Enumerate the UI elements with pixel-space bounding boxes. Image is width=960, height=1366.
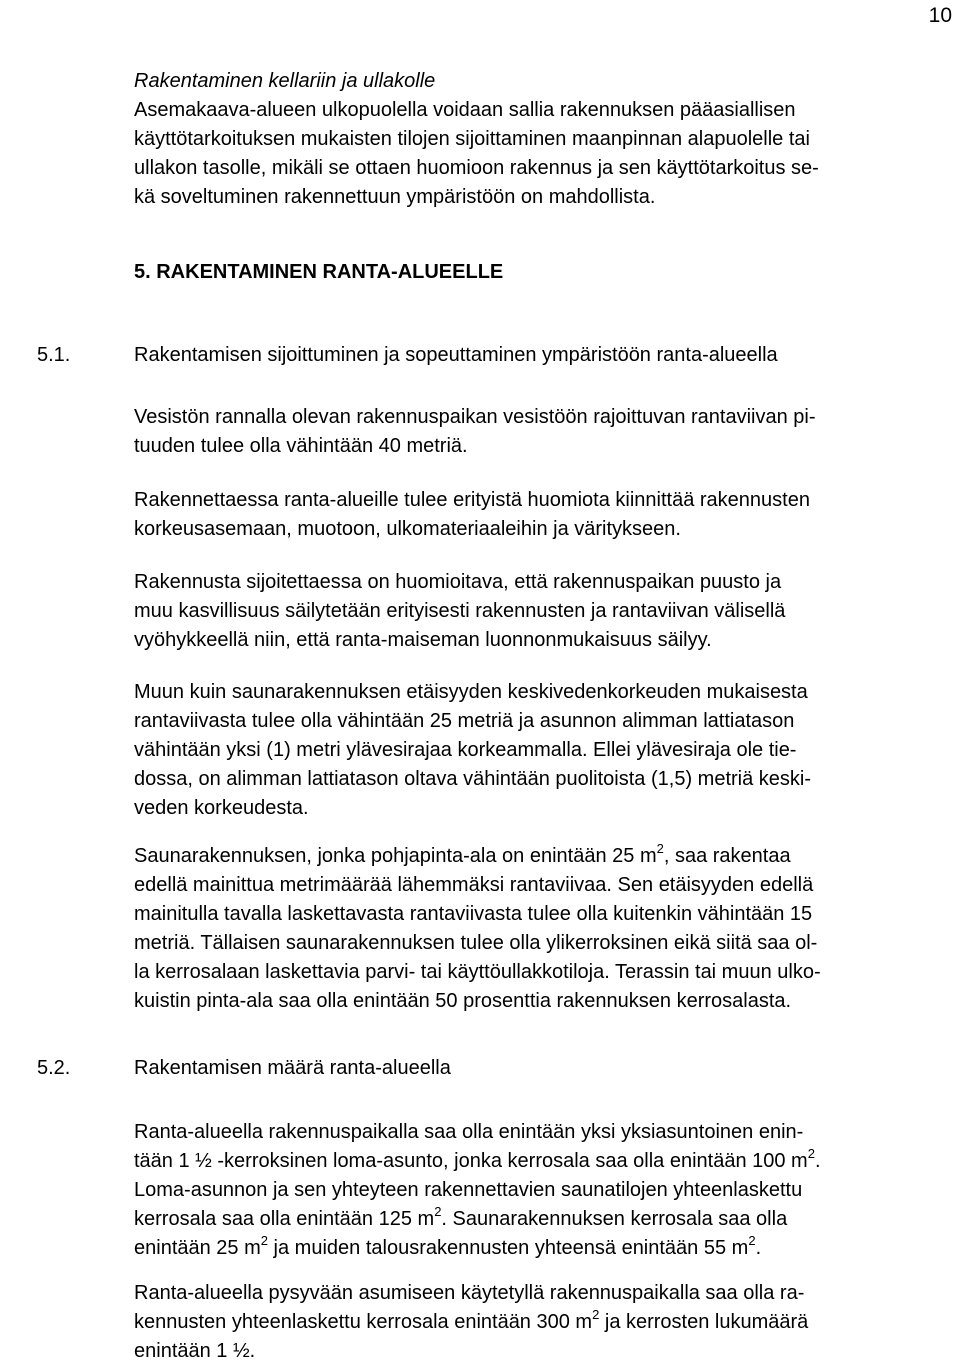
paragraph-line: mainitulla tavalla laskettavasta rantaviivasta tulee olla kuitenkin vähintään 15 bbox=[134, 903, 813, 925]
superscript: 2 bbox=[807, 1146, 815, 1161]
section-5-2-heading bbox=[37, 1054, 451, 1083]
intro-section bbox=[134, 67, 946, 212]
paragraph-line: muu kasvillisuus säilytetään erityisesti rakennusten ja rantaviivan välisellä bbox=[134, 600, 786, 622]
superscript: 2 bbox=[592, 1307, 600, 1322]
paragraph-line bbox=[134, 1308, 946, 1337]
paragraph-line: Muun kuin saunarakennuksen etäisyyden keskivedenkorkeuden mukaisesta bbox=[134, 681, 808, 703]
section-5-1-heading bbox=[37, 341, 778, 370]
paragraph bbox=[134, 1279, 946, 1366]
paragraph-line: Ranta-alueella pysyvään asumiseen käytetyllä rakennuspaikalla saa olla ra- bbox=[134, 1282, 805, 1304]
intro-title: Rakentaminen kellariin ja ullakolle bbox=[134, 70, 436, 92]
paragraph-line: edellä mainittua metrimäärää lähemmäksi rantaviivaa. Sen etäisyyden edellä bbox=[134, 874, 814, 896]
superscript: 2 bbox=[434, 1204, 442, 1219]
section-5-2-title: Rakentamisen määrä ranta-alueella bbox=[134, 1057, 451, 1079]
paragraph-line: Rakennettaessa ranta-alueille tulee erityistä huomiota kiinnittää rakennusten bbox=[134, 489, 810, 511]
paragraph bbox=[134, 842, 946, 1016]
paragraph-line: la kerrosalaan laskettavia parvi- tai käyttöullakkotiloja. Terassin tai muun ulko- bbox=[134, 961, 821, 983]
paragraph-line: enintään 1 ½. bbox=[134, 1340, 256, 1362]
paragraph-line: Ranta-alueella rakennuspaikalla saa olla enintään yksi yksiasuntoinen enin- bbox=[134, 1121, 804, 1143]
section-5-heading: 5. RAKENTAMINEN RANTA-ALUEELLE bbox=[134, 261, 504, 283]
paragraph-line: metriä. Tällaisen saunarakennuksen tulee olla ylikerroksinen eikä siitä saa ol- bbox=[134, 932, 818, 954]
paragraph-line: vähintään yksi (1) metri ylävesirajaa korkeammalla. Ellei ylävesiraja ole tie- bbox=[134, 739, 797, 761]
paragraph-line: rantaviivasta tulee olla vähintään 25 metriä ja asunnon alimman lattiatason bbox=[134, 710, 795, 732]
paragraph bbox=[134, 678, 946, 823]
superscript: 2 bbox=[748, 1233, 756, 1248]
intro-line: Asemakaava-alueen ulkopuolella voidaan sallia rakennuksen pääasiallisen bbox=[134, 99, 796, 121]
text: , saa rakentaa bbox=[663, 845, 791, 867]
intro-line: ullakon tasolle, mikäli se ottaen huomioon rakennus ja sen käyttötarkoitus se- bbox=[134, 157, 819, 179]
paragraph-line bbox=[134, 1205, 946, 1234]
paragraph-line: Vesistön rannalla olevan rakennuspaikan vesistöön rajoittuvan rantaviivan pi- bbox=[134, 406, 816, 428]
text: . Saunarakennuksen kerrosala saa olla bbox=[441, 1208, 788, 1230]
text: kerrosala saa olla enintään 125 m bbox=[134, 1208, 435, 1230]
text: . bbox=[814, 1150, 821, 1172]
superscript: 2 bbox=[260, 1233, 268, 1248]
page-number: 10 bbox=[928, 4, 952, 27]
intro-line: käyttötarkoituksen mukaisten tilojen sijoittaminen maanpinnan alapuolelle tai bbox=[134, 128, 810, 150]
paragraph bbox=[134, 403, 946, 461]
section-5-2-number: 5.2. bbox=[37, 1057, 71, 1079]
paragraph-line: veden korkeudesta. bbox=[134, 797, 309, 819]
paragraph-line: korkeusasemaan, muotoon, ulkomateriaaleihin ja väritykseen. bbox=[134, 518, 681, 540]
paragraph-line bbox=[134, 1234, 946, 1263]
text: . bbox=[755, 1237, 762, 1259]
text: tään 1 ½ -kerroksinen loma-asunto, jonka kerrosala saa olla enintään 100 m bbox=[134, 1150, 808, 1172]
text: Saunarakennuksen, jonka pohjapinta-ala on enintään 25 m bbox=[134, 845, 657, 867]
paragraph-line: Rakennusta sijoitettaessa on huomioitava, että rakennuspaikan puusto ja bbox=[134, 571, 782, 593]
intro-line: kä soveltuminen rakennettuun ympäristöön on mahdollista. bbox=[134, 186, 656, 208]
superscript: 2 bbox=[656, 841, 664, 856]
section-5-1-number: 5.1. bbox=[37, 344, 71, 366]
text: ja kerrosten lukumäärä bbox=[599, 1311, 809, 1333]
paragraph-line: tuuden tulee olla vähintään 40 metriä. bbox=[134, 435, 468, 457]
text: ja muiden talousrakennusten yhteensä enintään 55 m bbox=[268, 1237, 749, 1259]
text: kennusten yhteenlaskettu kerrosala enintään 300 m bbox=[134, 1311, 593, 1333]
paragraph bbox=[134, 486, 946, 544]
paragraph-line: vyöhykkeellä niin, että ranta-maiseman luonnonmukaisuus säilyy. bbox=[134, 629, 712, 651]
paragraph-line: kuistin pinta-ala saa olla enintään 50 prosenttia rakennuksen kerrosalasta. bbox=[134, 990, 792, 1012]
paragraph-line bbox=[134, 842, 946, 871]
text: enintään 25 m bbox=[134, 1237, 261, 1259]
paragraph-line: dossa, on alimman lattiatason oltava vähintään puolitoista (1,5) metriä keski- bbox=[134, 768, 812, 790]
paragraph bbox=[134, 568, 946, 655]
paragraph-line: Loma-asunnon ja sen yhteyteen rakennettavien saunatilojen yhteenlaskettu bbox=[134, 1179, 803, 1201]
paragraph-line bbox=[134, 1147, 946, 1176]
section-5-1-title: Rakentamisen sijoittuminen ja sopeuttaminen ympäristöön ranta-alueella bbox=[134, 344, 778, 366]
paragraph bbox=[134, 1118, 946, 1263]
